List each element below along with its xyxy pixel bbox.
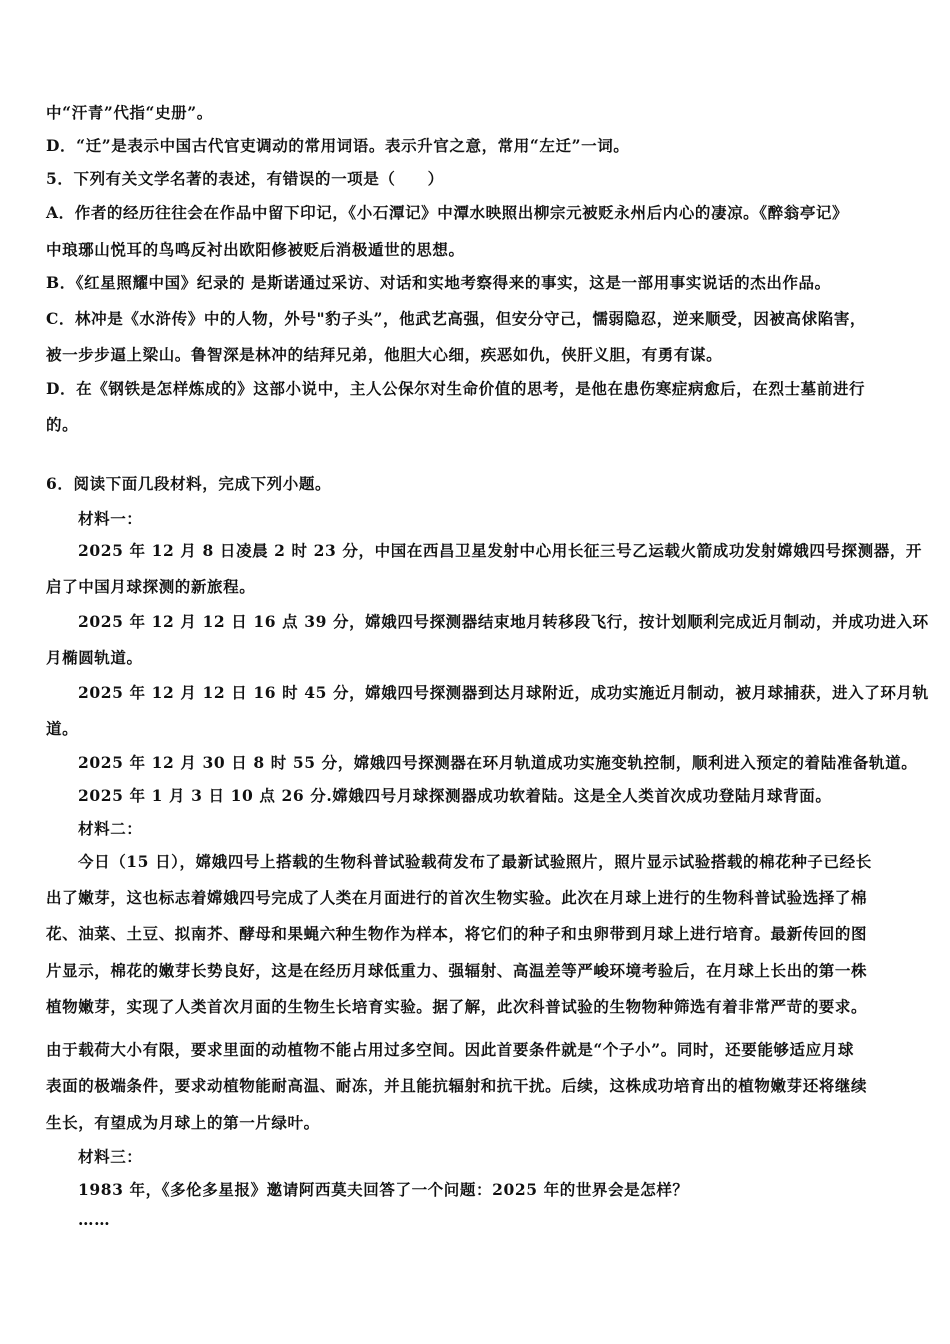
q5-option-c-line2: 被一步步逼上梁山。鲁智深是林冲的结拜兄弟，他胆大心细，疾恶如仇，侠肝义胆，有勇有谋。	[46, 345, 723, 364]
material-2-line4: 片显示，棉花的嫩芽长势良好，这是在经历月球低重力、强辐射、高温差等严峻环境考验后，在月球上长出的第一株	[46, 961, 868, 980]
material-2-line5: 植物嫩芽，实现了人类首次月面的生物生长培育实验。据了解，此次科普试验的生物物种筛选有着非常严苛的要求。	[46, 997, 868, 1016]
material-2-line1: 今日（15 日），嫦娥四号上搭载的生物科普试验载荷发布了最新试验照片，照片显示试验搭载的棉花种子已经长	[78, 852, 872, 871]
material-1-para5: 2025 年 1 月 3 日 10 点 26 分.嫦娥四号月球探测器成功软着陆。这是全人类首次成功登陆月球背面。	[78, 786, 832, 805]
q5-stem: 5．下列有关文学名著的表述，有错误的一项是（ ）	[46, 169, 444, 188]
material-3-line1: 1983 年，《多伦多星报》邀请阿西莫夫回答了一个问题：2025 年的世界会是怎样？	[78, 1180, 689, 1199]
q4-option-d: D．“迁”是表示中国古代官吏调动的常用词语。表示升官之意，常用“左迁”一词。	[46, 136, 630, 155]
q5-option-a-line2: 中琅琊山悦耳的鸟鸣反衬出欧阳修被贬后消极遁世的思想。	[46, 240, 465, 259]
material-2-line3: 花、油菜、土豆、拟南芥、酵母和果蝇六种生物作为样本，将它们的种子和虫卵带到月球上进行培育。最新传回的图	[46, 924, 868, 943]
material-1-para2-line1: 2025 年 12 月 12 日 16 点 39 分，嫦娥四号探测器结束地月转移段飞行，按计划顺利完成近月制动，并成功进入环	[78, 612, 929, 631]
q5-option-d-line2: 的。	[46, 415, 79, 434]
material-3-ellipsis: ……	[78, 1210, 111, 1229]
material-1-title: 材料一：	[78, 509, 143, 528]
q6-stem: 6．阅读下面几段材料，完成下列小题。	[46, 474, 332, 493]
material-2-line8: 生长，有望成为月球上的第一片绿叶。	[46, 1113, 320, 1132]
material-2-title: 材料二：	[78, 819, 143, 838]
material-1-para1-line1: 2025 年 12 月 8 日凌晨 2 时 23 分，中国在西昌卫星发射中心用长征三号乙运载火箭成功发射嫦娥四号探测器，开	[78, 541, 923, 560]
material-1-para3-line1: 2025 年 12 月 12 日 16 时 45 分，嫦娥四号探测器到达月球附近，成功实施近月制动，被月球捕获，进入了环月轨	[78, 683, 929, 702]
material-1-para2-line2: 月椭圆轨道。	[46, 648, 143, 667]
q5-option-a-line1: A．作者的经历往往会在作品中留下印记，《小石潭记》中潭水映照出柳宗元被贬永州后内心的凄凉。《醉翁亭记》	[46, 203, 849, 222]
material-3-title: 材料三：	[78, 1147, 143, 1166]
q4-tail-line: 中“汗青”代指“史册”。	[46, 103, 213, 122]
material-1-para1-line2: 启了中国月球探测的新旅程。	[46, 577, 256, 596]
material-2-line7: 表面的极端条件，要求动植物能耐高温、耐冻，并且能抗辐射和抗干扰。后续，这株成功培育出的植物嫩芽还将继续	[46, 1076, 868, 1095]
material-2-line6: 由于载荷大小有限，要求里面的动植物不能占用过多空间。因此首要条件就是“个子小”。同时，还要能够适应月球	[46, 1040, 854, 1059]
material-2-line2: 出了嫩芽，这也标志着嫦娥四号完成了人类在月面进行的首次生物实验。此次在月球上进行的生物科普试验选择了棉	[46, 888, 868, 907]
material-1-para4: 2025 年 12 月 30 日 8 时 55 分，嫦娥四号探测器在环月轨道成功实施变轨控制，顺利进入预定的着陆准备轨道。	[78, 753, 918, 772]
q5-option-b: B．《红星照耀中国》纪录的 是斯诺通过采访、对话和实地考察得来的事实，这是一部用事实说话的杰出作品。	[46, 273, 831, 292]
material-1-para3-line2: 道。	[46, 719, 79, 738]
q5-option-c-line1: C．林冲是《水浒传》中的人物，外号"豹子头”，他武艺高强，但安分守己，懦弱隐忍，逆来顺受，因被高俅陷害，	[46, 309, 867, 328]
q5-option-d-line1: D．在《钢铁是怎样炼成的》这部小说中，主人公保尔对生命价值的思考，是他在患伤寒症病愈后，在烈士墓前进行	[46, 379, 866, 398]
